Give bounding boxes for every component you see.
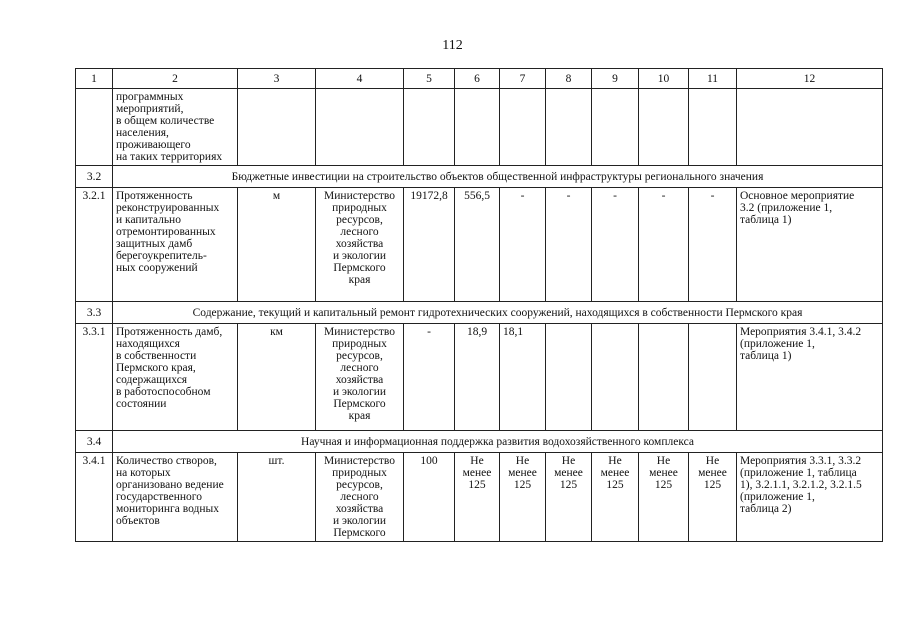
value-cell: Не менее 125 — [455, 453, 500, 542]
header-cell: 3 — [238, 69, 316, 89]
continued-row — [76, 89, 883, 166]
value-cell: 556,5 — [455, 188, 500, 302]
header-cell: 7 — [500, 69, 546, 89]
value-cell: - — [689, 188, 737, 302]
table-row — [76, 188, 883, 302]
indicator-name: Протяженность дамб, находящихся в собственности Пермского края, содержащихся в работоспособном состоянии — [113, 324, 238, 431]
table-cell — [592, 89, 639, 166]
header-cell: 4 — [316, 69, 404, 89]
value-cell: 100 — [404, 453, 455, 542]
table-cell — [500, 89, 546, 166]
indicators-table — [75, 68, 883, 542]
header-cell: 6 — [455, 69, 500, 89]
table-cell — [546, 89, 592, 166]
section-title: Бюджетные инвестиции на строительство объектов общественной инфраструктуры регионального значения — [113, 166, 883, 188]
table-cell — [316, 89, 404, 166]
responsible-org: Министерство природных ресурсов, лесного хозяйства и экологии Пермского края — [316, 324, 404, 431]
value-cell — [639, 324, 689, 431]
section-row — [76, 166, 883, 188]
table-row — [76, 453, 883, 542]
value-cell: - — [500, 188, 546, 302]
section-row — [76, 431, 883, 453]
row-number: 3.4.1 — [76, 453, 113, 542]
value-cell — [546, 324, 592, 431]
indicator-name: Количество створов, на которых организовано ведение государственного мониторинга водных объектов — [113, 453, 238, 542]
related-activity: Мероприятия 3.3.1, 3.3.2 (приложение 1, таблица 1), 3.2.1.1, 3.2.1.2, 3.2.1.5 (приложение 1, таблица 2) — [737, 453, 883, 542]
value-cell: Не менее 125 — [592, 453, 639, 542]
value-cell: 19172,8 — [404, 188, 455, 302]
header-cell: 1 — [76, 69, 113, 89]
table-cell — [238, 89, 316, 166]
unit: шт. — [238, 453, 316, 542]
page-number: 112 — [442, 38, 463, 53]
section-title: Научная и информационная поддержка развития водохозяйственного комплекса — [113, 431, 883, 453]
indicator-name: Протяженность реконструированных и капитально отремонтированных защитных дамб берегоукрепитель- ных сооружений — [113, 188, 238, 302]
header-cell: 5 — [404, 69, 455, 89]
value-cell: - — [639, 188, 689, 302]
value-cell: - — [592, 188, 639, 302]
related-activity: Мероприятия 3.4.1, 3.4.2 (приложение 1, таблица 1) — [737, 324, 883, 431]
value-cell — [592, 324, 639, 431]
section-title: Содержание, текущий и капитальный ремонт гидротехнических сооружений, находящихся в собственности Пермского края — [113, 302, 883, 324]
section-number: 3.3 — [76, 302, 113, 324]
header-cell: 12 — [737, 69, 883, 89]
responsible-org: Министерство природных ресурсов, лесного хозяйства и экологии Пермского края — [316, 188, 404, 302]
table-cell — [76, 89, 113, 166]
section-number: 3.4 — [76, 431, 113, 453]
related-activity: Основное мероприятие 3.2 (приложение 1, таблица 1) — [737, 188, 883, 302]
value-cell: Не менее 125 — [500, 453, 546, 542]
table-cell — [404, 89, 455, 166]
value-cell: Не менее 125 — [689, 453, 737, 542]
header-row — [76, 69, 883, 89]
header-cell: 10 — [639, 69, 689, 89]
value-cell: Не менее 125 — [546, 453, 592, 542]
header-cell: 9 — [592, 69, 639, 89]
section-number: 3.2 — [76, 166, 113, 188]
value-cell: Не менее 125 — [639, 453, 689, 542]
header-cell: 11 — [689, 69, 737, 89]
indicator-name: программных мероприятий, в общем количестве населения, проживающего на таких территориях — [113, 89, 238, 166]
value-cell: 18,1 — [500, 324, 546, 431]
value-cell: 18,9 — [455, 324, 500, 431]
value-cell — [689, 324, 737, 431]
row-number: 3.2.1 — [76, 188, 113, 302]
table-cell — [455, 89, 500, 166]
table-cell — [639, 89, 689, 166]
table-row — [76, 324, 883, 431]
unit: км — [238, 324, 316, 431]
section-row — [76, 302, 883, 324]
responsible-org: Министерство природных ресурсов, лесного хозяйства и экологии Пермского — [316, 453, 404, 542]
row-number: 3.3.1 — [76, 324, 113, 431]
unit: м — [238, 188, 316, 302]
table-cell — [737, 89, 883, 166]
value-cell: - — [404, 324, 455, 431]
header-cell: 2 — [113, 69, 238, 89]
table-cell — [689, 89, 737, 166]
header-cell: 8 — [546, 69, 592, 89]
value-cell: - — [546, 188, 592, 302]
